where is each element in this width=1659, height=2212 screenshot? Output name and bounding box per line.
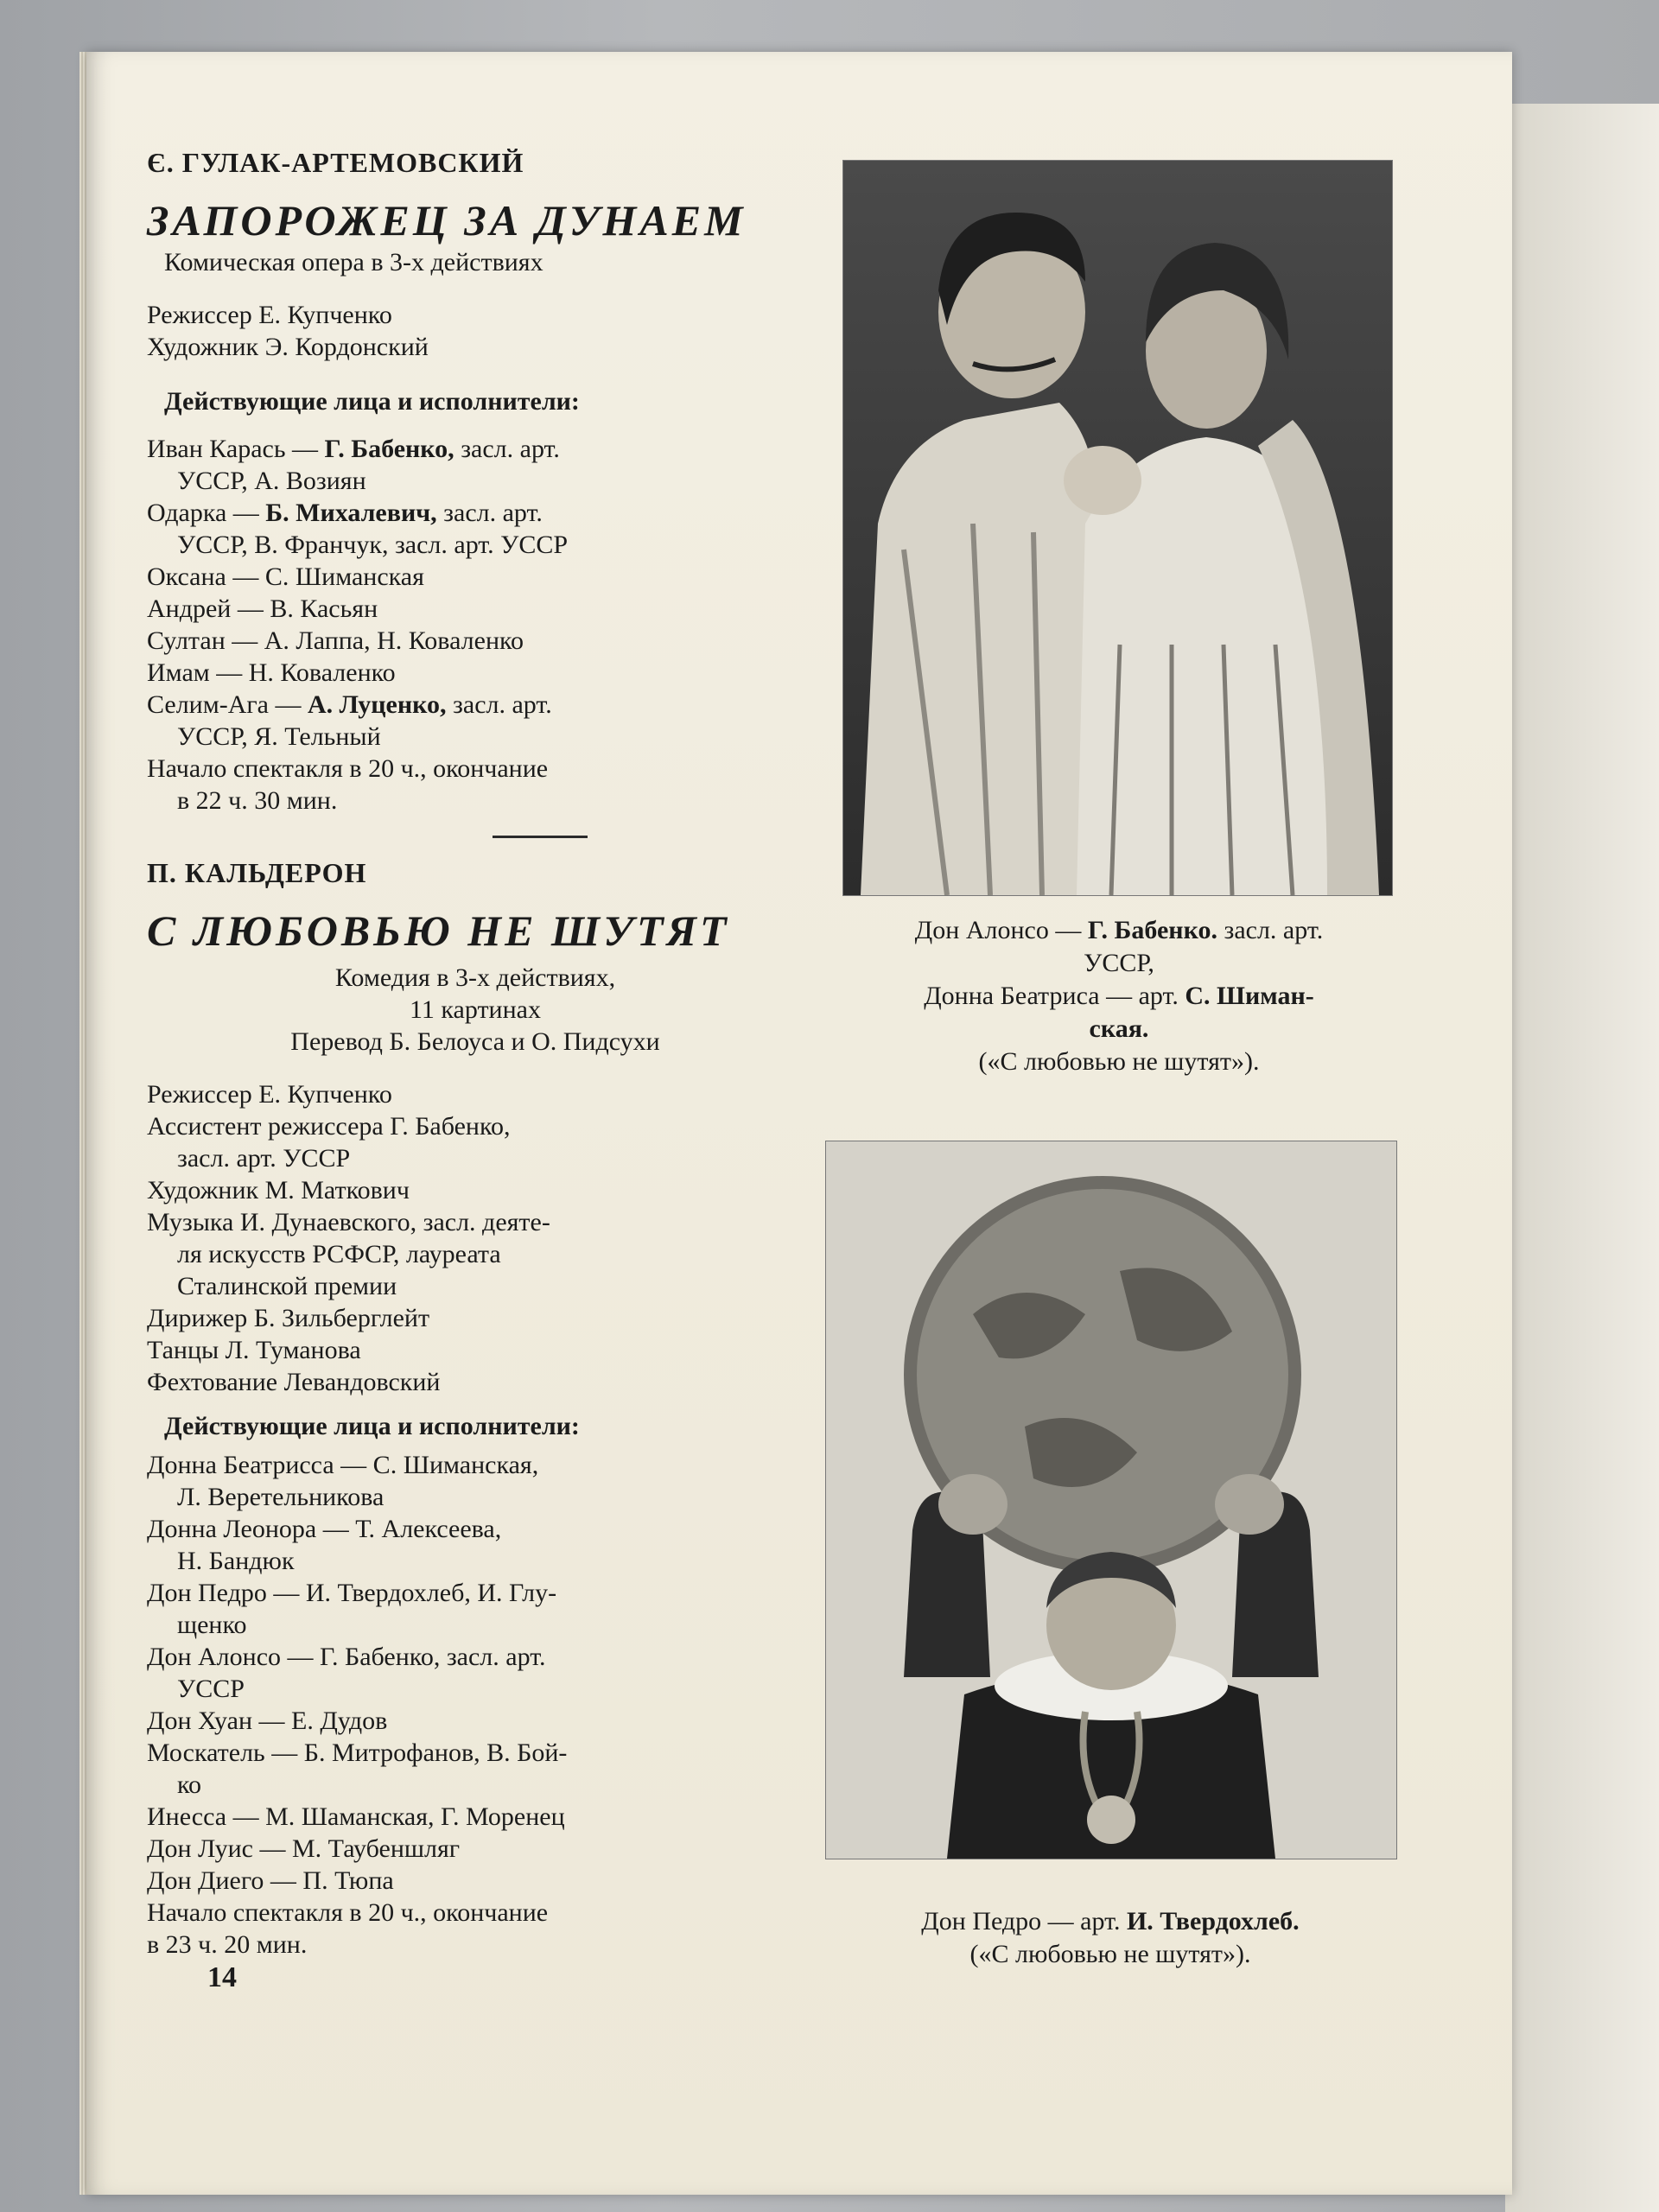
play1-title: ЗАПОРОЖЕЦ ЗА ДУНАЕМ (147, 196, 747, 245)
play2-crew-row: Фехтование Левандовский (147, 1368, 441, 1396)
play2-timing-cont: в 23 ч. 20 мин. (147, 1930, 308, 1959)
play2-cast-row: Дон Педро — И. Твердохлеб, И. Глу- (147, 1579, 557, 1607)
photo1-caption (838, 914, 1400, 1078)
play1-cast-row: Андрей — В. Касьян (147, 594, 378, 623)
photo1-caption-line: Дон Алонсо — Г. Бабенко. засл. арт. (914, 916, 1324, 944)
play2-cast-row: Донна Леонора — Т. Алексеева, (147, 1515, 502, 1543)
photo1-caption-line: («С любовью не шутят»). (978, 1047, 1260, 1076)
photo-don-alonso-donna-beatrice (842, 160, 1393, 896)
play1-cast-row-cont: УССР, В. Франчук, засл. арт. УССР (177, 531, 569, 559)
play2-genre-cont: 11 картинах (410, 995, 541, 1024)
play2-title: С ЛЮБОВЬЮ НЕ ШУТЯТ (147, 906, 730, 955)
play2-cast-row: Москатель — Б. Митрофанов, В. Бой- (147, 1738, 568, 1767)
play1-cast-row: Оксана — С. Шиманская (147, 563, 424, 591)
play2-crew-row: Танцы Л. Туманова (147, 1336, 361, 1364)
play2-cast-row: Дон Хуан — Е. Дудов (147, 1707, 388, 1735)
photo2-caption-line: («С любовью не шутят»). (969, 1940, 1251, 1968)
play1-timing: Начало спектакля в 20 ч., окончание (147, 754, 549, 783)
play2-timing: Начало спектакля в 20 ч., окончание (147, 1898, 549, 1927)
play2-cast-row-cont: Н. Бандюк (177, 1547, 295, 1575)
play2-author: П. КАЛЬДЕРОН (147, 857, 367, 888)
next-page-edge (1505, 104, 1659, 2212)
play2-cast-row: Дон Диего — П. Тюпа (147, 1866, 394, 1895)
play2-cast-row: Дон Алонсо — Г. Бабенко, засл. арт. (147, 1643, 546, 1671)
play2-crew-row: Музыка И. Дунаевского, засл. деяте- (147, 1208, 550, 1236)
play1-cast-row-cont: УССР, А. Возиян (177, 467, 366, 495)
photo1-caption-line: ская. (1089, 1014, 1149, 1043)
section-divider (493, 836, 588, 838)
play2-crew-row-cont: ля искусств РСФСР, лауреата (177, 1240, 501, 1268)
play1-timing-cont: в 22 ч. 30 мин. (177, 786, 338, 815)
play1-cast-row: Имам — Н. Коваленко (147, 658, 396, 687)
play1-crew (147, 299, 804, 363)
play1-designer: Художник Э. Кордонский (147, 333, 429, 361)
photo2-caption (830, 1905, 1391, 1971)
play1-cast-row-cont: УССР, Я. Тельный (177, 722, 381, 751)
photo2-caption-line: Дон Педро — арт. И. Твердохлеб. (921, 1907, 1300, 1936)
play2-cast-list (147, 1449, 804, 1897)
play2-crew-row-cont: засл. арт. УССР (177, 1144, 351, 1173)
play1-cast-row: Селим-Ага — А. Луценко, засл. арт. (147, 690, 552, 719)
play2-crew-row: Дирижер Б. Зильберглейт (147, 1304, 430, 1332)
photo1-caption-line: УССР, (1084, 949, 1154, 977)
play2-cast-row-cont: щенко (177, 1611, 247, 1639)
play1-director: Режиссер Е. Купченко (147, 301, 392, 329)
play2-cast-heading: Действующие лица и исполнители: (164, 1412, 580, 1440)
photo-don-pedro (825, 1141, 1397, 1859)
play1-genre: Комическая опера в 3-х действиях (164, 248, 543, 276)
play2-translation: Перевод Б. Белоуса и О. Пидсухи (290, 1027, 660, 1056)
play1-cast-row: Султан — А. Лаппа, Н. Коваленко (147, 626, 524, 655)
play2-cast-row-cont: ко (177, 1770, 202, 1799)
play1-cast-row: Одарка — Б. Михалевич, засл. арт. (147, 499, 543, 527)
page-number: 14 (207, 1961, 237, 1993)
play2-crew-row: Режиссер Е. Купченко (147, 1080, 392, 1109)
play1-cast-row: Иван Карась — Г. Бабенко, засл. арт. (147, 435, 560, 463)
play2-crew (147, 1078, 804, 1398)
photo1-caption-line: Донна Беатриса — арт. С. Шиман- (924, 982, 1314, 1010)
play2-cast-row-cont: Л. Веретельникова (177, 1483, 385, 1511)
play2-crew-row-cont: Сталинской премии (177, 1272, 397, 1300)
play2-genre: Комедия в 3-х действиях, (334, 963, 616, 992)
play2-cast-row: Инесса — М. Шаманская, Г. Моренец (147, 1802, 565, 1831)
play1-author: Є. ГУЛАК-АРТЕМОВСКИЙ (147, 147, 524, 178)
play2-crew-row: Ассистент режиссера Г. Бабенко, (147, 1112, 511, 1141)
play2-cast-row-cont: УССР (177, 1675, 245, 1703)
play2-cast-row: Дон Луис — М. Таубеншляг (147, 1834, 461, 1863)
play1-cast-heading: Действующие лица и исполнители: (164, 387, 580, 416)
photo1-illustration (843, 161, 1392, 895)
photo2-illustration (826, 1141, 1396, 1859)
left-column (147, 147, 804, 1961)
play2-crew-row: Художник М. Маткович (147, 1176, 410, 1205)
play2-cast-row: Донна Беатрисса — С. Шиманская, (147, 1451, 539, 1479)
play1-cast-list (147, 433, 804, 753)
